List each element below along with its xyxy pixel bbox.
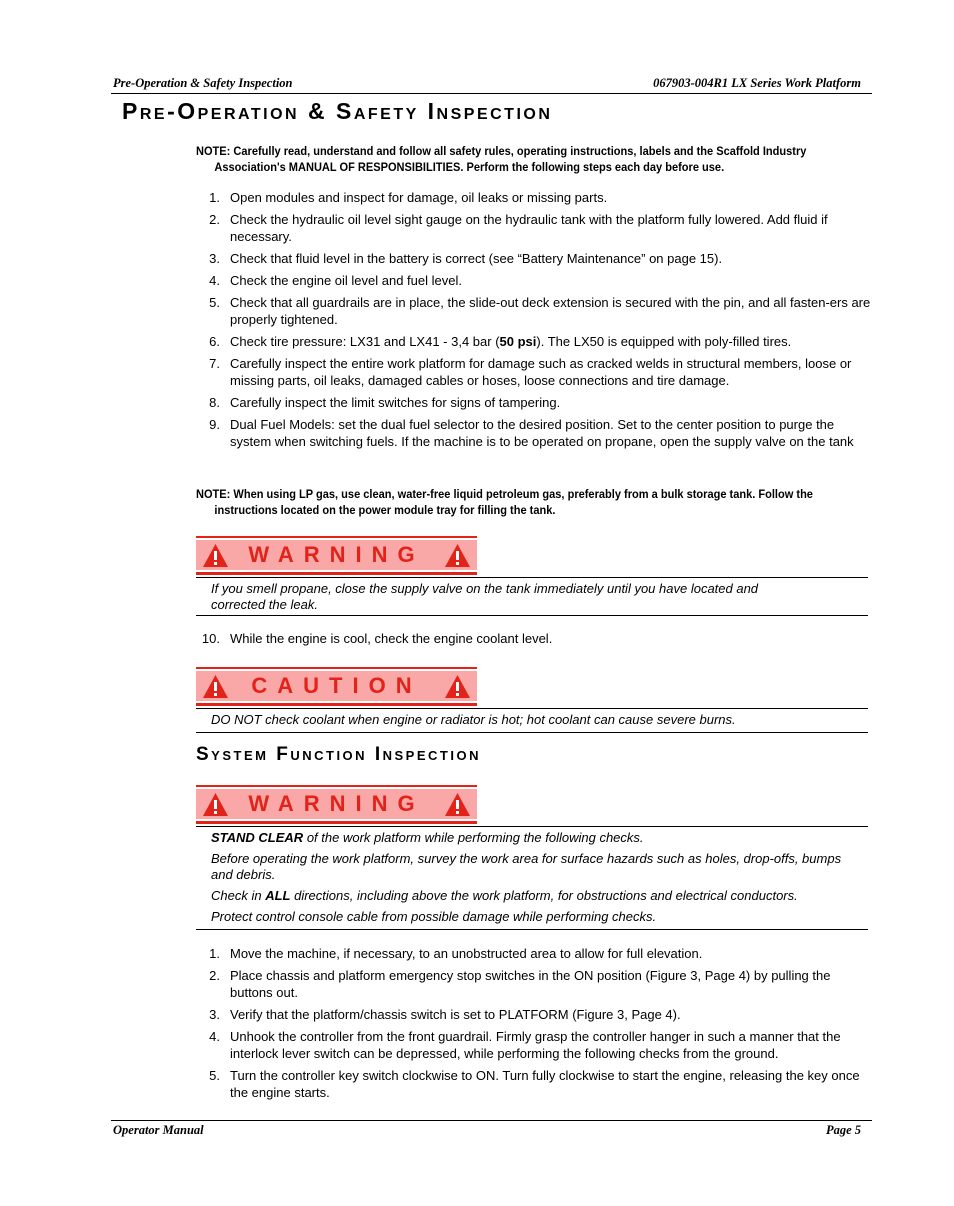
note-text-line1: When using LP gas, use clean, water-free liquid petroleum gas, preferably from a bulk storage tank. Follow the bbox=[233, 487, 813, 501]
caution-word: CAUTION bbox=[251, 673, 422, 698]
note-lp-gas bbox=[196, 486, 814, 518]
warning-message-box bbox=[196, 826, 868, 930]
warning-word: WARNING bbox=[248, 791, 425, 816]
page-title: Pre-Operation & Safety Inspection bbox=[122, 98, 553, 124]
warning-banner bbox=[196, 536, 477, 576]
list-item: 9. Dual Fuel Models: set the dual fuel selector to the desired position. Set to the center position to purge the system when switching fuels. If the machine is to be operated on propane, open the supply valve on the tank bbox=[209, 417, 854, 449]
all-emphasis: ALL bbox=[265, 888, 291, 903]
stand-clear-emphasis: STAND CLEAR bbox=[211, 830, 304, 845]
list-item: 4. Check the engine oil level and fuel level. bbox=[209, 273, 462, 288]
list-item: 8. Carefully inspect the limit switches for signs of tampering. bbox=[209, 395, 561, 410]
list-item: 10. While the engine is cool, check the engine coolant level. bbox=[201, 631, 553, 646]
caution-triangle-icon bbox=[444, 674, 471, 699]
note-text-line1: Carefully read, understand and follow all safety rules, operating instructions, labels and the Scaffold Industry bbox=[233, 144, 807, 158]
list-item: 7. Carefully inspect the entire work platform for damage such as cracked welds in structural members, loose or missing parts, oil leaks, damaged cables or hoses, loose connections and tire damage. bbox=[209, 356, 852, 388]
warning-message-box bbox=[196, 577, 868, 616]
list-item: 5. Turn the controller key switch clockwise to ON. Turn fully clockwise to start the engine, releasing the key once the engine starts. bbox=[209, 1068, 860, 1100]
warning-message: If you smell propane, close the supply valve on the tank immediately until you have located and corrected the leak. bbox=[211, 581, 759, 612]
caution-banner bbox=[196, 667, 477, 707]
list-item: 2. Check the hydraulic oil level sight gauge on the hydraulic tank with the platform fully lowered. Add fluid if necessary. bbox=[209, 212, 828, 244]
coolant-step bbox=[196, 630, 872, 652]
header-rule bbox=[111, 93, 872, 94]
warning-triangle-icon bbox=[444, 543, 471, 568]
list-item: 6. Check tire pressure: LX31 and LX41 - 3,4 bar (50 psi). The LX50 is equipped with poly-filled tires. bbox=[209, 334, 792, 349]
note-text-line2: instructions located on the power module tray for filling the tank. bbox=[214, 503, 556, 517]
header-section-title: Pre-Operation & Safety Inspection bbox=[113, 76, 293, 90]
header-document-number: 067903-004R1 LX Series Work Platform bbox=[653, 76, 861, 90]
warning-message: STAND CLEAR of the work platform while performing the following checks. Before operating the work platform, survey the work area for surface hazards such as holes, drop-offs, bumps and debris. Check in ALL directions, including above the work platform, for obstructions and electrical conductors. Protect control console cable from possible damage while performing checks. bbox=[211, 830, 842, 924]
page-number: Page 5 bbox=[825, 1123, 861, 1137]
caution-message: DO NOT check coolant when engine or radiator is hot; hot coolant can cause severe burns. bbox=[211, 712, 736, 727]
caution-message-box bbox=[196, 708, 868, 733]
warning-word: WARNING bbox=[248, 542, 425, 567]
note-label: NOTE: bbox=[196, 487, 231, 501]
tire-pressure-value: 50 psi bbox=[499, 334, 537, 349]
list-item: 5. Check that all guardrails are in place, the slide-out deck extension is secured with the pin, and all fasten-ers are properly tightened. bbox=[209, 295, 871, 327]
warning-triangle-icon bbox=[444, 792, 471, 817]
function-inspection-steps bbox=[196, 945, 872, 1106]
list-item: 4. Unhook the controller from the front guardrail. Firmly grasp the controller hanger in such a manner that the interlock lever switch can be depressed, while performing the following checks from the ground. bbox=[209, 1029, 841, 1061]
list-item: 2. Place chassis and platform emergency stop switches in the ON position (Figure 3, Page 4) by pulling the buttons out. bbox=[209, 968, 831, 1000]
list-item: 3. Check that fluid level in the battery is correct (see “Battery Maintenance” on page 15). bbox=[209, 251, 723, 266]
note-safety-rules bbox=[196, 143, 814, 175]
footer-rule bbox=[111, 1120, 872, 1121]
note-text-line2: Association's MANUAL OF RESPONSIBILITIES. Perform the following steps each day before use. bbox=[214, 160, 725, 174]
list-item: 1. Open modules and inspect for damage, oil leaks or missing parts. bbox=[209, 190, 608, 205]
footer-manual-title: Operator Manual bbox=[113, 1123, 204, 1137]
section-title: System Function Inspection bbox=[196, 744, 481, 765]
list-item: 3. Verify that the platform/chassis switch is set to PLATFORM (Figure 3, Page 4). bbox=[209, 1007, 681, 1022]
daily-inspection-steps bbox=[196, 189, 872, 455]
warning-banner bbox=[196, 785, 477, 825]
list-item: 1. Move the machine, if necessary, to an unobstructed area to allow for full elevation. bbox=[209, 946, 703, 961]
note-label: NOTE: bbox=[196, 144, 231, 158]
